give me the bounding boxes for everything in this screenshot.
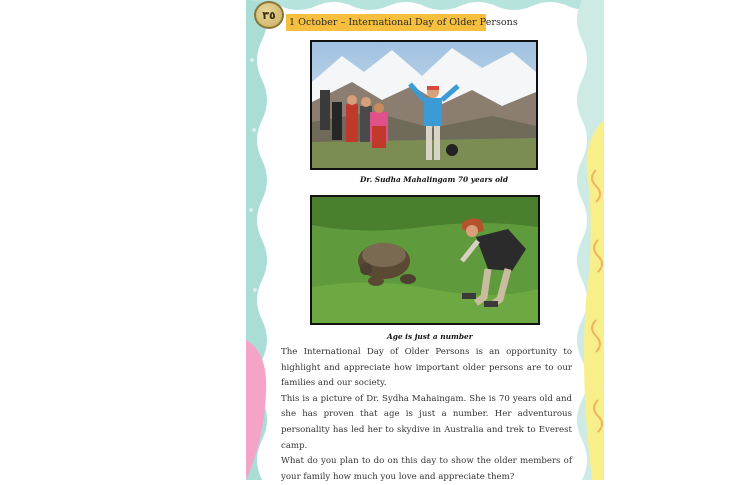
dog xyxy=(446,144,458,156)
tortoise-photo xyxy=(310,195,540,325)
page-number: ٣٥ xyxy=(262,8,276,22)
paragraph-3: What do you plan to do on this day to show the older members of your family how much you love and appreciate them? xyxy=(281,456,572,482)
figure-caption-1: Dr. Sudha Mahalingam 70 years old xyxy=(360,175,509,184)
page-title: 1 October – International Day of Older Persons xyxy=(289,17,518,28)
page-title-highlight xyxy=(286,14,518,31)
body-text xyxy=(281,345,572,485)
mountain-scene xyxy=(312,42,536,168)
paragraph-2: This is a picture of Dr. Sydha Mahaingam. She is 70 years old and she has proven that age is just a number. Her adventurous personality has led her to skydive in Australia and trek to Everest camp. xyxy=(281,393,572,451)
grass-ground xyxy=(312,138,536,168)
page-number-badge xyxy=(254,1,284,29)
mountain-trekking-photo xyxy=(310,40,538,170)
tortoise-scene xyxy=(312,197,538,323)
top-wavy-border xyxy=(246,0,604,10)
figure-caption-2: Age is just a number xyxy=(387,332,473,341)
paragraph-1: The International Day of Older Persons is an opportunity to highlight and appreciate how important older persons are to our families and our society. xyxy=(281,347,572,389)
